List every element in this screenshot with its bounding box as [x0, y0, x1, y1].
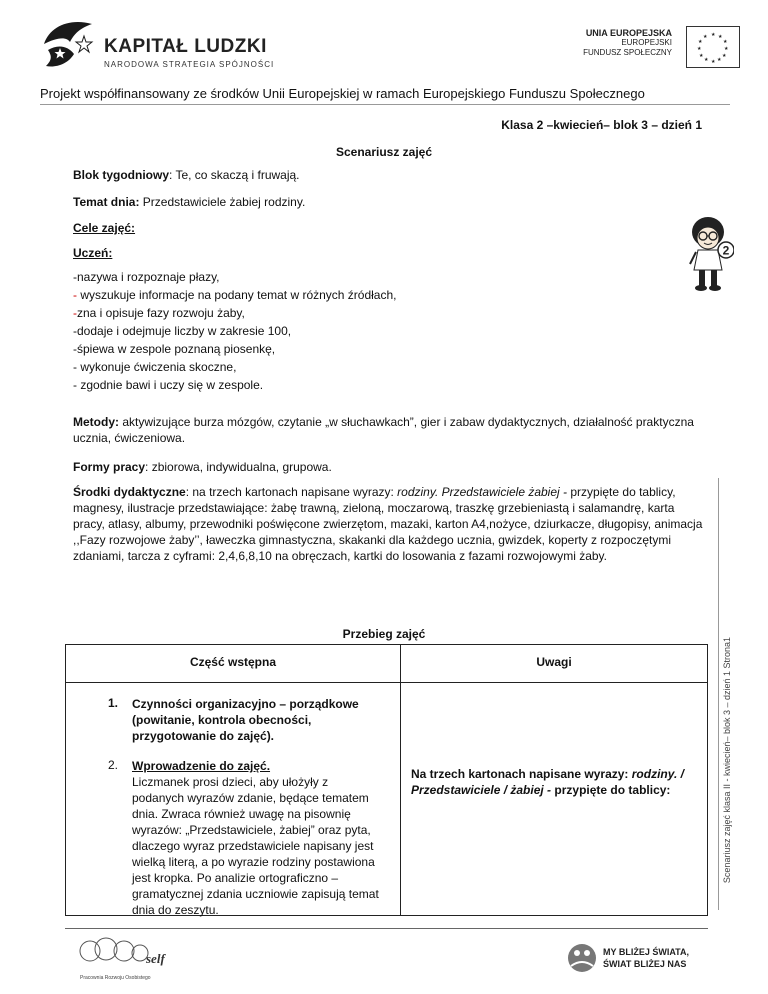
goal-item: -śpiewa w zespole poznaną piosenkę,	[73, 342, 276, 356]
goal-item: - wykonuje ćwiczenia skoczne,	[73, 360, 237, 374]
svg-text:★: ★	[722, 53, 727, 59]
self-logo-icon	[68, 935, 178, 985]
table-header-intro: Część wstępna	[189, 655, 277, 669]
lesson-plan-table	[65, 644, 708, 916]
side-divider	[718, 478, 719, 910]
my-blizej-swiata-logo	[565, 940, 725, 980]
goal-item: -dodaje i odejmuje liczby w zakresie 100,	[73, 324, 292, 338]
mascot-icon	[686, 212, 734, 294]
eu-logo-block	[540, 28, 740, 78]
svg-text:★: ★	[699, 53, 704, 59]
header-divider	[40, 104, 730, 105]
forms-value: : zbiorowa, indywidualna, grupowa.	[145, 460, 332, 474]
topic-value: Przedstawiciele żabiej rodziny.	[139, 195, 306, 209]
methods-value: aktywizujące burza mózgów, czytanie „w słuchawkach”, gier i zabaw dydaktycznych, działalność praktyczna ucznia, ćwiczeniowa.	[73, 415, 694, 445]
means-paragraph: Środki dydaktyczne: na trzech kartonach napisane wyrazy: rodziny. Przedstawiciele żabiej - przypięte do tablicy, magnesy, ilustracje przedstawiające: żabę trawną, zieloną, moczarową, traszkę grzebieniastą i salamandrę, karta pracy, atlasy, albumy, przewodniki poświęcone zwierzętom, mazaki, karton A4,nożyce, dziurkacze, długopisy, animacja ,,Fazy rozwojowe żaby’’, ławeczka gimnastyczna, skakanki dla każdego ucznia, gwizdek, koperty z rozpoczętymi zdaniami, tarcza z cyframi: 2,4,6,8,10 na obręczach, kartki do losowania z fazami rozwojowymi żaby.	[73, 485, 703, 563]
item-2-text: Liczmanek prosi dzieci, aby ułożyły z podanych wyrazów zdanie, będące tematem dnia. Zwraca również uwagę na pisownię wyrazów: „Przedstawiciele, żabiej” oraz pyta, dlaczego wyraz przedstawiciele napisany jest wielką literą, a po wyrazie rodziny postawiona jest kropka. Po analizie ortograficzno – gramatycznej zdania uczniowie zapisują temat dnia do zeszytu.	[132, 775, 379, 917]
goal-item: - zgodnie bawi i uczy się w zespole.	[73, 378, 264, 392]
eu-line-1: UNIA EUROPEJSKA	[585, 28, 672, 38]
svg-text:★: ★	[718, 34, 723, 40]
weekly-block-value: : Te, co skaczą i fruwają.	[169, 168, 300, 182]
self-logo	[68, 935, 178, 985]
self-logo-caption: Pracownia Rozwoju Osobistego	[80, 975, 151, 981]
svg-text:★: ★	[698, 39, 703, 45]
forms-label: Formy pracy	[73, 460, 146, 474]
item-1-text: Czynności organizacyjno – porządkowe (powitanie, kontrola obecności, przygotowanie do zajęć).	[132, 697, 359, 743]
svg-text:★: ★	[711, 32, 716, 38]
eu-flag-icon	[686, 26, 740, 68]
topic-label: Temat dnia:	[73, 195, 140, 209]
methods-paragraph	[73, 414, 703, 446]
item-2-heading: Wprowadzenie do zajęć.	[132, 759, 271, 773]
topic-of-day	[73, 195, 305, 210]
forms-paragraph	[73, 460, 332, 475]
weekly-block	[73, 168, 300, 183]
item-2-number: 2.	[108, 758, 119, 772]
kapital-ludzki-mark-icon	[40, 14, 102, 74]
goals-heading: Cele zajęć:	[73, 221, 136, 235]
mascot-number: 2	[722, 243, 730, 258]
table-column-divider	[400, 645, 401, 915]
kapital-ludzki-logo	[40, 14, 280, 74]
svg-text:★: ★	[724, 46, 729, 52]
scenario-title: Scenariusz zajęć	[335, 145, 433, 159]
footer-slogan: MY BLIŻEJ ŚWIATA, ŚWIAT BLIŻEJ NAS	[603, 947, 690, 969]
student-heading: Uczeń:	[73, 246, 113, 260]
svg-text:★: ★	[711, 59, 716, 65]
self-logo-text: self	[146, 951, 165, 966]
weekly-block-label: Blok tygodniowy	[73, 168, 169, 182]
goal-item: -zna i opisuje fazy rozwoju żaby,	[73, 306, 245, 320]
svg-text:★: ★	[703, 34, 708, 40]
globe-people-icon	[565, 940, 599, 976]
project-funding-line: Projekt współfinansowany ze środków Unii Europejskiej w ramach Europejskiego Funduszu Społecznego	[40, 86, 645, 101]
goal-item: - wyszukuje informacje na podany temat w różnych źródłach,	[73, 288, 397, 302]
eu-line-3: FUNDUSZ SPOŁECZNY	[583, 48, 672, 57]
svg-text:★: ★	[697, 46, 702, 52]
footer-divider	[65, 928, 708, 929]
item-1-number: 1.	[108, 696, 119, 710]
svg-text:★: ★	[717, 57, 722, 63]
item-2-note: Na trzech kartonach napisane wyrazy: rodziny. / Przedstawiciele / żabiej - przypięte do tablicy:	[411, 767, 684, 797]
side-footer	[720, 610, 734, 910]
means-label: Środki dydaktyczne	[73, 485, 186, 499]
table-header-divider	[66, 682, 707, 683]
logo-subtitle: NARODOWA STRATEGIA SPÓJNOŚCI	[104, 60, 275, 69]
logo-title: KAPITAŁ LUDZKI	[104, 36, 267, 57]
eu-text	[583, 28, 672, 58]
svg-text:★: ★	[704, 57, 709, 63]
class-info: Klasa 2 –kwiecień– blok 3 – dzień 1	[501, 118, 702, 132]
side-footer-text: Scenariusz zajęć klasa II - kwiecień– blok 3 – dzień 1 Strona1	[722, 636, 732, 884]
eu-line-2: EUROPEJSKI	[621, 38, 672, 47]
item-2-cell	[132, 758, 380, 918]
methods-label: Metody:	[73, 415, 119, 429]
table-header-notes: Uwagi	[536, 655, 572, 669]
progress-title: Przebieg zajęć	[342, 627, 426, 641]
svg-text:★: ★	[723, 39, 728, 45]
goal-item: -nazywa i rozpoznaje płazy,	[73, 270, 220, 284]
